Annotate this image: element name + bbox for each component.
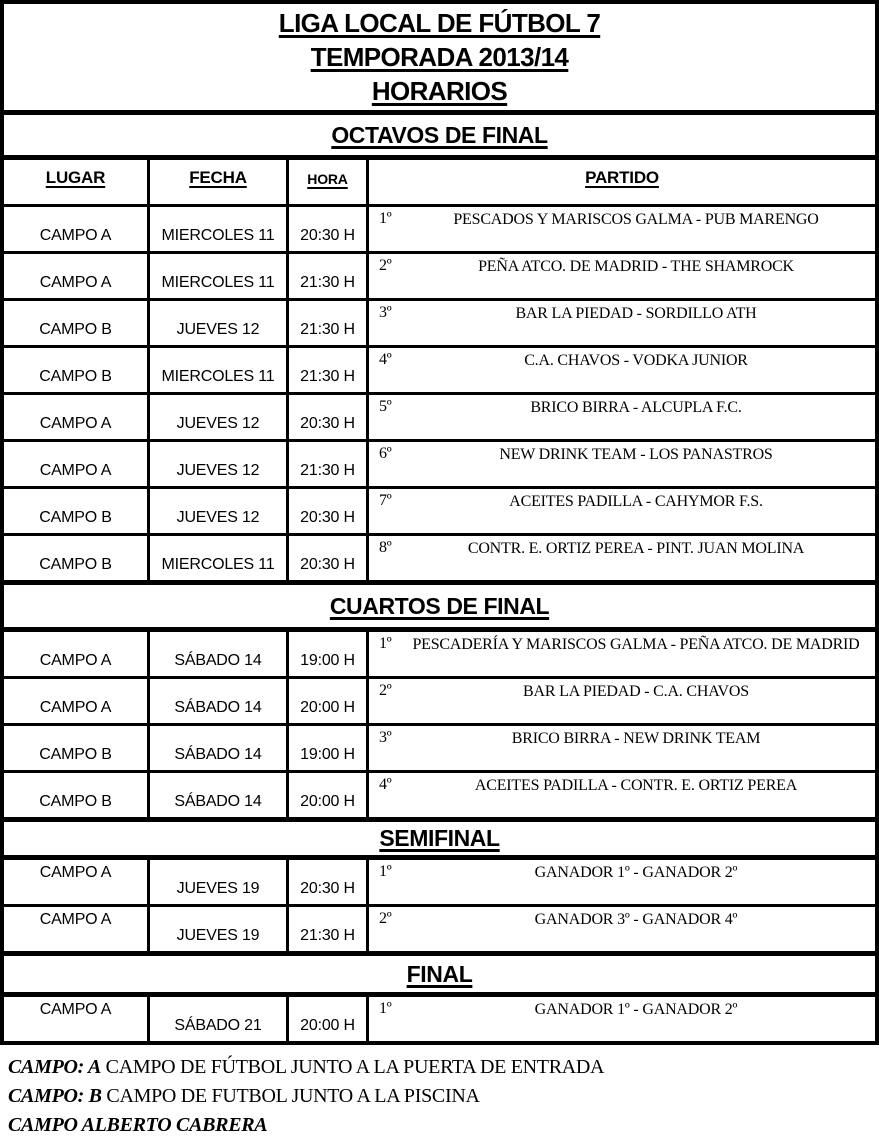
lugar-cell: CAMPO B: [4, 773, 150, 817]
match-teams: PEÑA ATCO. DE MADRID - THE SHAMROCK: [478, 258, 794, 275]
table-row: [4, 392, 875, 439]
section-heading: SEMIFINAL: [379, 825, 500, 851]
partido-cell: [369, 679, 875, 723]
match-number: 4º: [379, 351, 392, 368]
lugar-cell: CAMPO A: [4, 207, 150, 251]
match-teams: ACEITES PADILLA - CAHYMOR F.S.: [509, 493, 763, 510]
hora-cell: 21:30 H: [289, 254, 369, 298]
table-row: [4, 345, 875, 392]
match-teams: GANADOR 1º - GANADOR 2º: [534, 1001, 738, 1018]
partido-cell: [369, 207, 875, 251]
hora-cell: 20:30 H: [289, 860, 369, 904]
table-row: [4, 676, 875, 723]
hora-cell: 20:30 H: [289, 395, 369, 439]
fecha-cell: JUEVES 12: [150, 301, 289, 345]
partido-cell: [369, 442, 875, 486]
fecha-cell: SÁBADO 21: [150, 997, 289, 1041]
lugar-cell: CAMPO A: [4, 395, 150, 439]
partido-cell: [369, 489, 875, 533]
match-teams: PESCADERÍA Y MARISCOS GALMA - PEÑA ATCO. DE MADRID: [412, 636, 860, 653]
partido-cell: [369, 536, 875, 580]
table-row: [4, 298, 875, 345]
match-number: 5º: [379, 398, 392, 415]
footer-note-rest: CAMPO DE FÚTBOL JUNTO A LA PUERTA DE ENTRADA: [100, 1056, 605, 1078]
fecha-cell: JUEVES 12: [150, 489, 289, 533]
partido-cell: [369, 254, 875, 298]
table-row: [4, 632, 875, 676]
lugar-cell: CAMPO B: [4, 489, 150, 533]
partido-cell: [369, 907, 875, 951]
fecha-cell: SÁBADO 14: [150, 679, 289, 723]
title-line-horarios: HORARIOS: [371, 76, 508, 106]
match-teams: GANADOR 1º - GANADOR 2º: [534, 864, 738, 881]
hora-cell: 19:00 H: [289, 632, 369, 676]
footer-note-lead: CAMPO: B: [8, 1085, 102, 1107]
lugar-cell: CAMPO B: [4, 348, 150, 392]
partido-cell: [369, 860, 875, 904]
hora-cell: 20:30 H: [289, 207, 369, 251]
match-number: 2º: [379, 682, 392, 699]
hora-cell: 20:00 H: [289, 773, 369, 817]
lugar-cell: CAMPO B: [4, 301, 150, 345]
footer-notes: [8, 1053, 879, 1140]
section-banner-cuartos: [4, 580, 875, 632]
match-number: 6º: [379, 445, 392, 462]
lugar-cell: CAMPO A: [4, 997, 150, 1041]
match-number: 2º: [379, 257, 392, 274]
section-heading: CUARTOS DE FINAL: [329, 592, 550, 619]
column-header-partido-label: PARTIDO: [585, 168, 659, 187]
partido-cell: [369, 395, 875, 439]
table-row: [4, 251, 875, 298]
column-header-fecha: [150, 160, 289, 204]
footer-note-lead: CAMPO ALBERTO CABRERA: [8, 1114, 268, 1136]
match-teams: GANADOR 3º - GANADOR 4º: [534, 911, 738, 928]
footer-note-campo-alberto-cabrera: [8, 1111, 879, 1140]
fecha-cell: MIERCOLES 11: [150, 348, 289, 392]
hora-cell: 21:30 H: [289, 301, 369, 345]
fecha-cell: MIERCOLES 11: [150, 254, 289, 298]
match-number: 4º: [379, 776, 392, 793]
hora-cell: 21:30 H: [289, 907, 369, 951]
column-header-hora-label: HORA: [307, 171, 348, 187]
title-line-season: TEMPORADA 2013/14: [310, 42, 569, 72]
match-teams: CONTR. E. ORTIZ PEREA - PINT. JUAN MOLINA: [467, 540, 805, 557]
match-teams: BAR LA PIEDAD - C.A. CHAVOS: [523, 683, 749, 700]
match-teams: BRICO BIRRA - ALCUPLA F.C.: [530, 399, 742, 416]
table-row: [4, 439, 875, 486]
fecha-cell: JUEVES 12: [150, 442, 289, 486]
section-heading: OCTAVOS DE FINAL: [331, 121, 548, 148]
column-header-hora: [289, 160, 369, 204]
match-number: 3º: [379, 304, 392, 321]
hora-cell: 20:30 H: [289, 536, 369, 580]
partido-cell: [369, 773, 875, 817]
partido-cell: [369, 632, 875, 676]
table-row: [4, 486, 875, 533]
partido-cell: [369, 348, 875, 392]
fecha-cell: SÁBADO 14: [150, 726, 289, 770]
partido-cell: [369, 301, 875, 345]
lugar-cell: CAMPO A: [4, 679, 150, 723]
table-row: [4, 723, 875, 770]
column-header-partido: [369, 160, 875, 204]
match-number: 8º: [379, 539, 392, 556]
match-number: 7º: [379, 492, 392, 509]
hora-cell: 20:00 H: [289, 997, 369, 1041]
match-teams: NEW DRINK TEAM - LOS PANASTROS: [499, 446, 773, 463]
hora-cell: 21:30 H: [289, 442, 369, 486]
match-number: 1º: [379, 210, 392, 227]
fecha-cell: JUEVES 12: [150, 395, 289, 439]
footer-note-campo-a: [8, 1053, 879, 1082]
match-number: 3º: [379, 729, 392, 746]
column-header-lugar-label: LUGAR: [45, 168, 106, 187]
lugar-cell: CAMPO A: [4, 442, 150, 486]
footer-note-lead: CAMPO: A: [8, 1056, 101, 1078]
lugar-cell: CAMPO B: [4, 726, 150, 770]
match-number: 1º: [379, 1000, 392, 1017]
table-row: [4, 904, 875, 951]
hora-cell: 20:00 H: [289, 679, 369, 723]
footer-note-rest: CAMPO DE FUTBOL JUNTO A LA PISCINA: [101, 1085, 480, 1107]
match-number: 2º: [379, 910, 392, 927]
match-teams: C.A. CHAVOS - VODKA JUNIOR: [524, 352, 748, 369]
document-title: [4, 4, 875, 110]
section-heading: FINAL: [406, 960, 473, 987]
partido-cell: [369, 997, 875, 1041]
table-row: [4, 997, 875, 1041]
match-teams: ACEITES PADILLA - CONTR. E. ORTIZ PEREA: [474, 777, 798, 794]
fecha-cell: JUEVES 19: [150, 907, 289, 951]
lugar-cell: CAMPO A: [4, 254, 150, 298]
lugar-cell: CAMPO A: [4, 860, 150, 904]
table-row: [4, 860, 875, 904]
match-number: 1º: [379, 635, 392, 652]
hora-cell: 21:30 H: [289, 348, 369, 392]
footer-note-campo-b: [8, 1082, 879, 1111]
lugar-cell: CAMPO A: [4, 632, 150, 676]
column-header-row: [4, 160, 875, 204]
fecha-cell: SÁBADO 14: [150, 773, 289, 817]
hora-cell: 19:00 H: [289, 726, 369, 770]
column-header-lugar: [4, 160, 150, 204]
section-banner-octavos: [4, 110, 875, 160]
lugar-cell: CAMPO A: [4, 907, 150, 951]
fecha-cell: MIERCOLES 11: [150, 536, 289, 580]
fecha-cell: SÁBADO 14: [150, 632, 289, 676]
match-teams: BAR LA PIEDAD - SORDILLO ATH: [515, 305, 757, 322]
match-teams: PESCADOS Y MARISCOS GALMA - PUB MARENGO: [453, 211, 819, 228]
title-line-league: LIGA LOCAL DE FÚTBOL 7: [278, 8, 601, 38]
column-header-fecha-label: FECHA: [189, 168, 247, 187]
table-row: [4, 533, 875, 580]
fecha-cell: MIERCOLES 11: [150, 207, 289, 251]
match-teams: BRICO BIRRA - NEW DRINK TEAM: [511, 730, 761, 747]
fecha-cell: JUEVES 19: [150, 860, 289, 904]
table-row: [4, 204, 875, 251]
lugar-cell: CAMPO B: [4, 536, 150, 580]
match-number: 1º: [379, 863, 392, 880]
hora-cell: 20:30 H: [289, 489, 369, 533]
partido-cell: [369, 726, 875, 770]
table-row: [4, 770, 875, 817]
section-banner-semifinal: [4, 817, 875, 860]
section-banner-final: [4, 951, 875, 997]
